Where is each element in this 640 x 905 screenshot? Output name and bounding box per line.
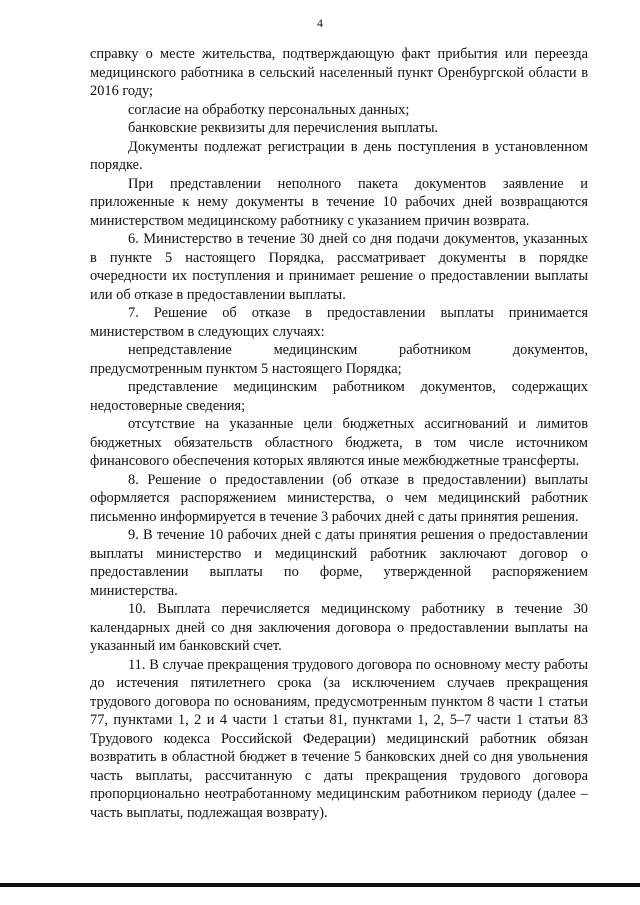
paragraph-item-6: 6. Министерство в течение 30 дней со дня подачи документов, указанных в пункте 5 настоящего Порядка, рассматривает документы в порядке очередности их поступления и принимает решение о предоставлении выплаты или об отказе в предоставлении выплаты. xyxy=(90,231,588,303)
paragraph-refusal-case-2: представление медицинским работником документов, содержащих недостоверные сведения; xyxy=(90,379,588,414)
paragraph-item-7: 7. Решение об отказе в предоставлении выплаты принимается министерством в следующих случаях: xyxy=(90,305,588,340)
document-body xyxy=(90,45,588,822)
paragraph-item-8: 8. Решение о предоставлении (об отказе в предоставлении) выплаты оформляется распоряжением министерства, о чем медицинский работник письменно информируется в течение 3 рабочих дней с даты принятия решения. xyxy=(90,471,588,525)
paragraph-item-10: 10. Выплата перечисляется медицинскому работнику в течение 30 календарных дней со дня заключения договора о предоставлении выплаты на указанный им банковский счет. xyxy=(90,601,588,654)
page-number: 4 xyxy=(317,16,323,30)
paragraph-item-9: 9. В течение 10 рабочих дней с даты принятия решения о предоставлении выплаты министерство и медицинский работник заключают договор о предоставлении выплаты по форме, утвержденной распоряжением министерства. xyxy=(90,527,588,599)
paragraph-item-11: 11. В случае прекращения трудового договора по основному месту работы до истечения пятилетнего срока (за исключением случаев прекращения трудового договора по основаниям, предусмотренным пунктом 8 части 1 статьи 77, пунктами 1, 2 и 4 части 1 статьи 81, пунктами 1, 2, 5–7 части 1 статьи 83 Трудового кодекса Российской Федерации) медицинский работник обязан возвратить в областной бюджет в течение 5 банковских дней со дня увольнения часть выплаты, рассчитанную с даты прекращения трудового договора пропорционально неотработанному медицинским работником периоду (далее – часть выплаты, подлежащая возврату). xyxy=(90,656,588,821)
paragraph-consent: согласие на обработку персональных данных; xyxy=(128,101,410,118)
paragraph-refusal-case-1: непредставление медицинским работником документов, предусмотренным пунктом 5 настоящего Порядка; xyxy=(90,342,588,377)
paragraph-bank-details: банковские реквизиты для перечисления выплаты. xyxy=(128,120,439,136)
paragraph-incomplete-package: При представлении неполного пакета документов заявление и приложенные к нему документы в течение 10 рабочих дней возвращаются министерством медицинскому работнику с указанием причин возврата. xyxy=(90,175,588,229)
paragraph-residence-certificate: справку о месте жительства, подтверждающую факт прибытия или переезда медицинского работника в сельский населенный пункт Оренбургской области в 2016 году; xyxy=(90,46,588,99)
paragraph-refusal-case-3: отсутствие на указанные цели бюджетных ассигнований и лимитов бюджетных обязательств областного бюджета, в том числе источником финансового обеспечения которых являются иные межбюджетные трансферты. xyxy=(90,416,588,469)
paragraph-registration: Документы подлежат регистрации в день поступления в установленном порядке. xyxy=(90,138,588,173)
bottom-divider xyxy=(0,883,640,887)
